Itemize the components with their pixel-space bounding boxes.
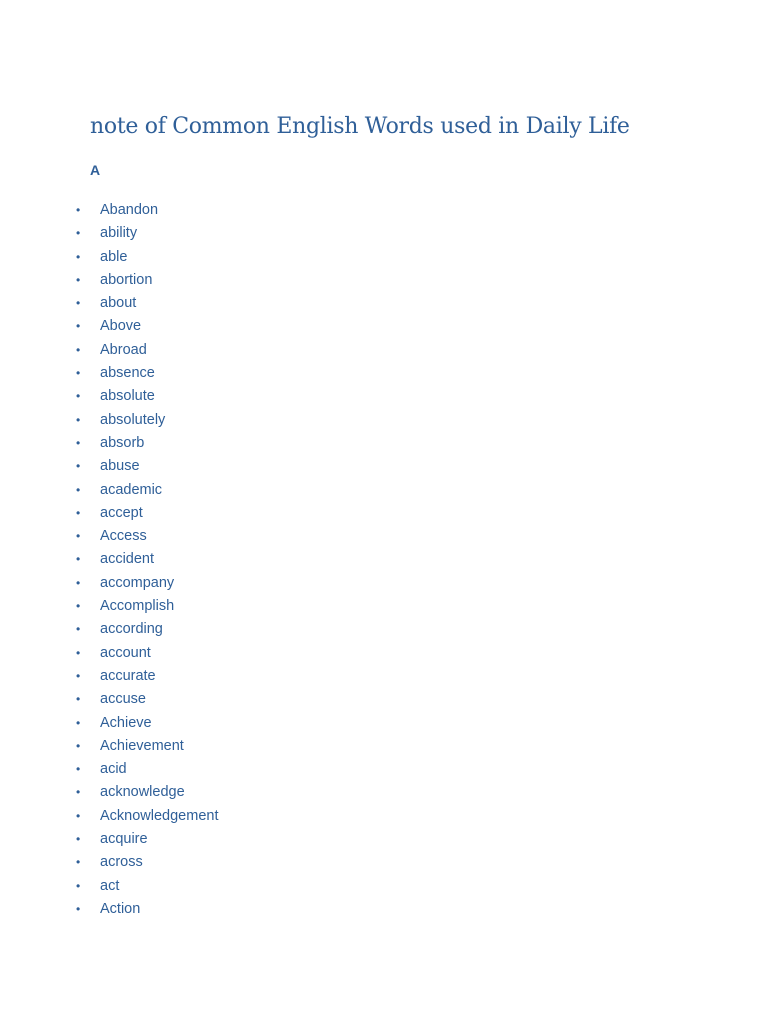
word-text: Access <box>100 528 147 545</box>
word-text: absorb <box>100 434 145 451</box>
bullet-icon: • <box>76 808 81 823</box>
word-text: Acknowledgement <box>100 807 219 824</box>
section-heading-a: A <box>90 162 101 178</box>
bullet-icon: • <box>76 319 81 334</box>
bullet-icon: • <box>76 692 81 707</box>
word-text: accompany <box>100 574 175 591</box>
word-text: accident <box>100 551 155 568</box>
bullet-icon: • <box>76 389 81 404</box>
bullet-icon: • <box>76 599 81 614</box>
word-text: Accomplish <box>100 598 175 615</box>
bullet-icon: • <box>76 552 81 567</box>
bullet-icon: • <box>76 855 81 870</box>
word-text: absence <box>100 365 155 382</box>
word-text: acquire <box>100 831 148 848</box>
word-text: able <box>100 248 128 265</box>
word-text: Action <box>100 900 141 917</box>
word-text: academic <box>100 481 163 498</box>
bullet-icon: • <box>76 272 81 287</box>
word-text: acknowledge <box>100 784 185 801</box>
word-text: Abandon <box>100 202 159 218</box>
bullet-icon: • <box>76 482 81 497</box>
word-text: Abroad <box>100 341 147 358</box>
word-text: act <box>100 877 120 894</box>
bullet-icon: • <box>76 505 81 520</box>
word-text: abuse <box>100 458 140 475</box>
bullet-icon: • <box>76 785 81 800</box>
bullet-icon: • <box>76 203 81 217</box>
bullet-icon: • <box>76 249 81 264</box>
word-text: accept <box>100 504 143 521</box>
bullet-icon: • <box>76 296 81 311</box>
bullet-icon: • <box>76 715 81 730</box>
word-text: ability <box>100 225 138 242</box>
word-text: according <box>100 621 163 638</box>
word-text: Achievement <box>100 737 184 754</box>
word-text: about <box>100 295 137 312</box>
word-text: across <box>100 854 143 871</box>
bullet-icon: • <box>76 832 81 847</box>
bullet-icon: • <box>76 412 81 427</box>
bullet-icon: • <box>76 226 81 241</box>
bullet-icon: • <box>76 342 81 357</box>
bullet-icon: • <box>76 645 81 660</box>
bullet-icon: • <box>76 435 81 450</box>
word-text: accurate <box>100 667 156 684</box>
bullet-icon: • <box>76 901 81 916</box>
bullet-icon: • <box>76 668 81 683</box>
word-text: accuse <box>100 691 146 708</box>
bullet-icon: • <box>76 575 81 590</box>
document-title: note of Common English Words used in Daily Life <box>90 114 630 139</box>
bullet-icon: • <box>76 762 81 777</box>
bullet-icon: • <box>76 738 81 753</box>
word-text: absolute <box>100 388 155 405</box>
word-text: account <box>100 644 151 661</box>
word-text: Achieve <box>100 714 152 731</box>
word-text: abortion <box>100 271 153 288</box>
bullet-icon: • <box>76 622 81 637</box>
word-text: Above <box>100 318 142 335</box>
bullet-icon: • <box>76 878 81 893</box>
bullet-icon: • <box>76 529 81 544</box>
word-text: absolutely <box>100 411 166 428</box>
word-text: acid <box>100 761 127 778</box>
bullet-icon: • <box>76 366 81 381</box>
bullet-icon: • <box>76 459 81 474</box>
